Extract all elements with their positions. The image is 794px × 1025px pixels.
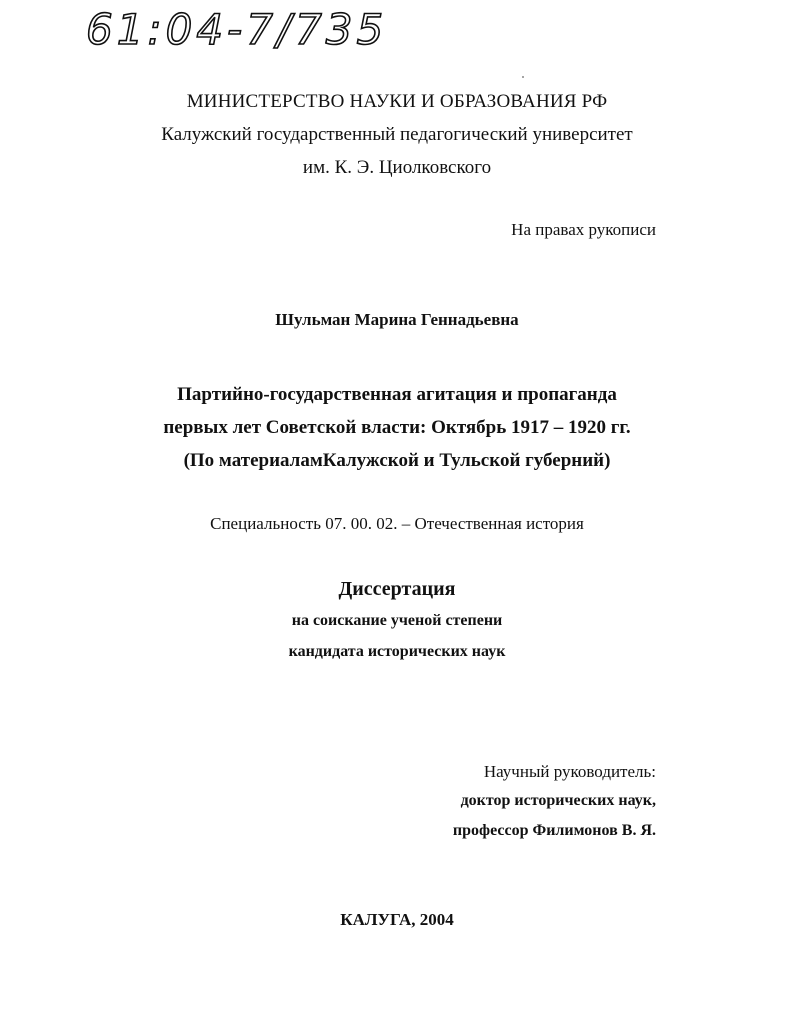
scan-speck — [522, 76, 524, 78]
supervisor-degree: доктор исторических наук, — [460, 792, 656, 809]
supervisor-name: профессор Филимонов В. Я. — [452, 822, 656, 839]
ministry-name: МИНИСТЕРСТВО НАУКИ И ОБРАЗОВАНИЯ РФ — [186, 91, 608, 112]
specialty-code: Специальность 07. 00. 02. – Отечественная история — [210, 514, 584, 533]
handwritten-archive-code — [82, 2, 422, 54]
supervisor-label: Научный руководитель: — [483, 762, 656, 781]
thesis-title-line-1: Партийно-государственная агитация и пропаганда — [177, 384, 617, 405]
thesis-title-line-2: первых лет Советской власти: Октябрь 1917 – 1920 гг. — [163, 417, 631, 438]
document-type-heading: Диссертация — [338, 578, 456, 600]
city-year: КАЛУГА, 2004 — [340, 910, 454, 929]
degree-purpose-line-2: кандидата исторических наук — [288, 643, 506, 660]
degree-purpose-line-1: на соискание ученой степени — [291, 612, 503, 629]
university-named-after: им. К. Э. Циолковского — [302, 157, 492, 178]
author-name: Шульман Марина Геннадьевна — [275, 310, 519, 329]
manuscript-rights-note: На правах рукописи — [511, 220, 656, 239]
university-name: Калужский государственный педагогический университет — [161, 124, 633, 145]
archive-code-text: 61:04-7/735 — [86, 5, 388, 54]
thesis-title-line-3: (По материаламКалужской и Тульской губерний) — [183, 450, 611, 471]
